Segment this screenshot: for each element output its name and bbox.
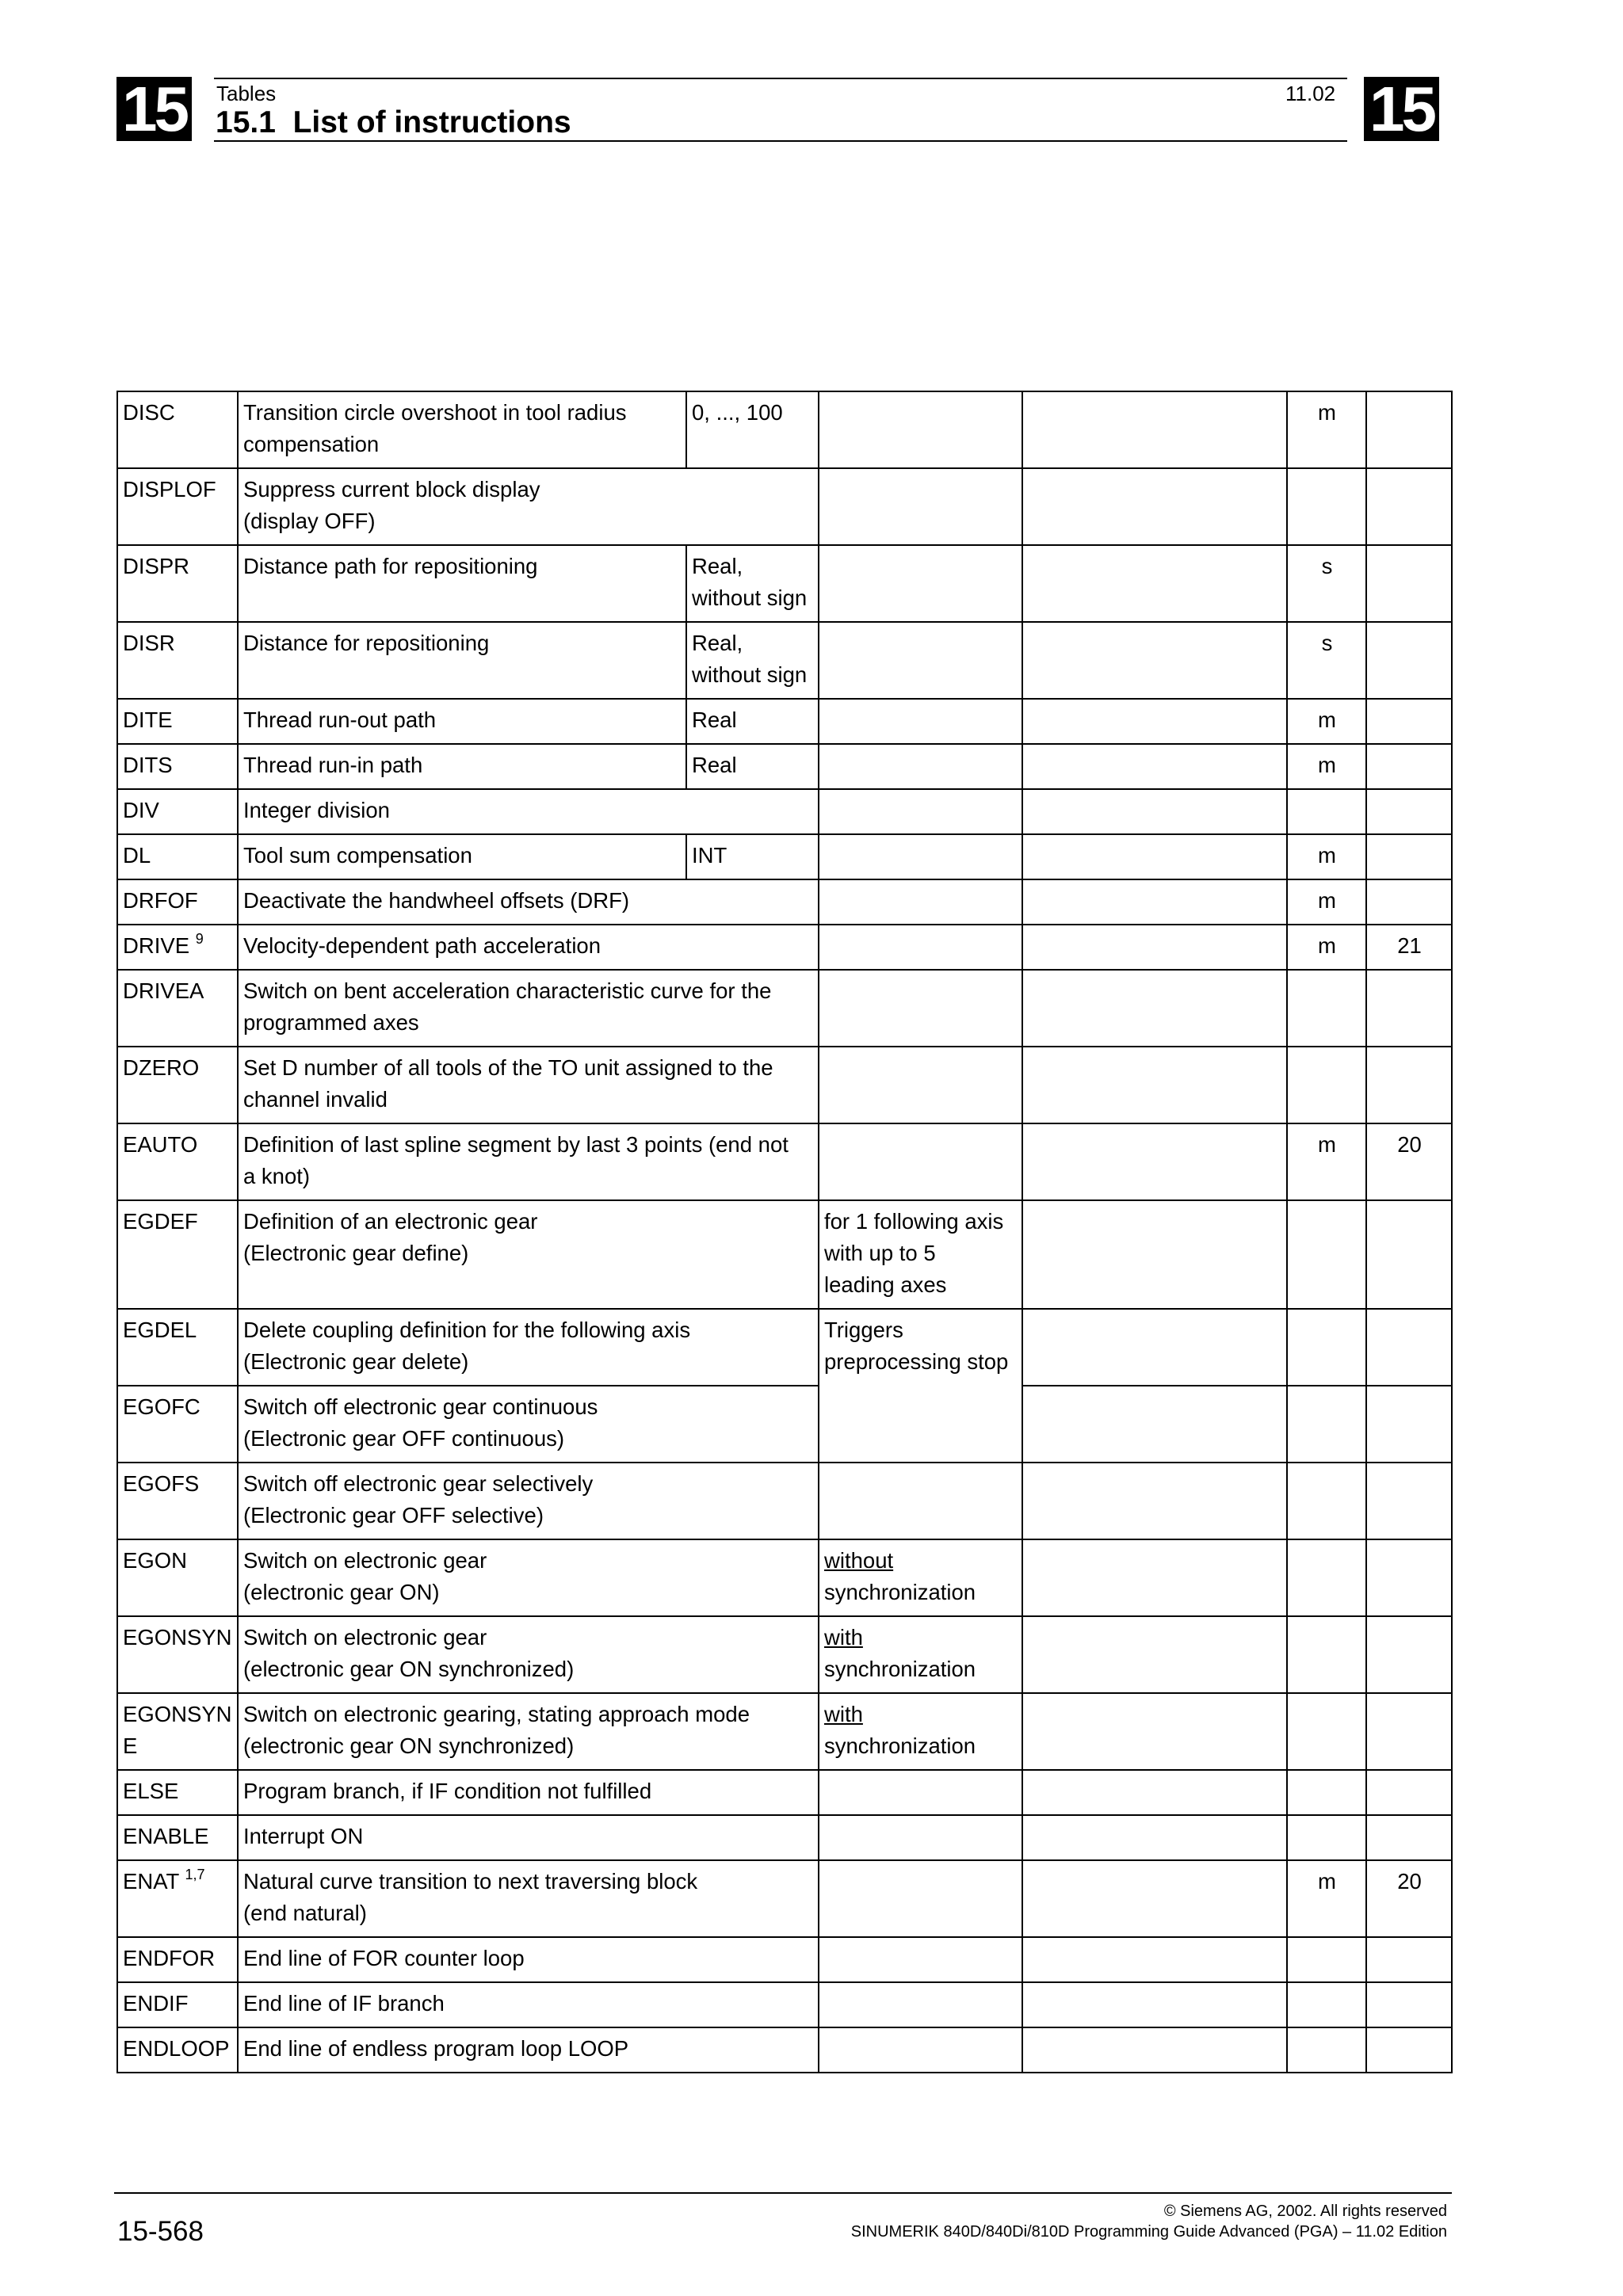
note-cell <box>819 468 1022 545</box>
description-cell <box>238 789 819 834</box>
blank-cell <box>1022 1047 1287 1123</box>
table-row <box>117 1937 1452 1982</box>
table-row <box>117 1815 1452 1860</box>
value-range-cell <box>686 391 819 468</box>
instruction-cell <box>117 1047 238 1123</box>
chapter-number-box-left: 15 <box>116 77 192 141</box>
note-cell <box>819 1123 1022 1200</box>
note-cell <box>819 1539 1022 1616</box>
header-rule-bottom <box>214 140 1347 142</box>
description-line: Thread run-out path <box>243 707 437 732</box>
instruction-cell <box>117 925 238 970</box>
instruction-code: EGOFS <box>123 1471 200 1496</box>
description-line: (display OFF) <box>243 509 376 533</box>
description-line: Delete coupling definition for the following axis <box>243 1318 691 1342</box>
blank-cell <box>1022 545 1287 622</box>
note-cell <box>819 1982 1022 2027</box>
modal-cell <box>1287 1539 1366 1616</box>
blank-cell <box>1022 744 1287 789</box>
description-line: (Electronic gear OFF selective) <box>243 1503 544 1527</box>
description-cell <box>238 879 819 925</box>
blank-cell <box>1022 699 1287 744</box>
table-row <box>117 1123 1452 1200</box>
note-line: leading axes <box>824 1272 947 1297</box>
table-row <box>117 1982 1452 2027</box>
blank-cell <box>1022 1815 1287 1860</box>
blank-cell <box>1022 1463 1287 1539</box>
blank-cell <box>1022 468 1287 545</box>
note-line: Triggers <box>824 1318 903 1342</box>
group-cell <box>1366 2027 1452 2073</box>
instruction-code: DL <box>123 843 151 868</box>
instruction-cell <box>117 744 238 789</box>
table-row <box>117 468 1452 545</box>
description-cell <box>238 834 686 879</box>
group-cell <box>1366 1123 1452 1200</box>
note-line: with <box>824 1702 863 1726</box>
group-cell <box>1366 1047 1452 1123</box>
group-cell <box>1366 1616 1452 1693</box>
blank-cell <box>1022 1386 1287 1463</box>
instruction-cell <box>117 2027 238 2073</box>
group-cell <box>1366 970 1452 1047</box>
value-range: without sign <box>692 585 808 610</box>
description-line: Switch on electronic gear <box>243 1625 487 1650</box>
description-cell <box>238 1200 819 1309</box>
blank-cell <box>1022 1309 1287 1386</box>
table-row <box>117 1200 1452 1309</box>
modal-cell <box>1287 925 1366 970</box>
instruction-code: EAUTO <box>123 1132 198 1157</box>
group-cell <box>1366 391 1452 468</box>
note-cell <box>819 2027 1022 2073</box>
value-range-cell <box>686 622 819 699</box>
description-line: Program branch, if IF condition not fulfilled <box>243 1779 652 1803</box>
footnote-marker: 1,7 <box>185 1867 205 1882</box>
group-cell <box>1366 1200 1452 1309</box>
note-cell <box>819 1815 1022 1860</box>
group-cell <box>1366 1815 1452 1860</box>
table-row <box>117 1693 1452 1770</box>
table-row <box>117 1463 1452 1539</box>
instruction-code: EGON <box>123 1548 187 1573</box>
description-cell <box>238 970 819 1047</box>
note-cell <box>819 622 1022 699</box>
description-cell <box>238 1860 819 1937</box>
description-line: Switch off electronic gear selectively <box>243 1471 594 1496</box>
table-row <box>117 391 1452 468</box>
modal-cell <box>1287 1200 1366 1309</box>
value-range-cell <box>686 744 819 789</box>
description-line: Tool sum compensation <box>243 843 472 868</box>
group-number: 21 <box>1397 933 1422 958</box>
note-cell <box>819 699 1022 744</box>
description-cell <box>238 622 686 699</box>
modal-flag: s <box>1321 554 1333 578</box>
table-row <box>117 1860 1452 1937</box>
blank-cell <box>1022 970 1287 1047</box>
group-cell <box>1366 1982 1452 2027</box>
note-cell <box>819 1463 1022 1539</box>
description-line: Natural curve transition to next traversing block <box>243 1869 698 1894</box>
description-line: Distance for repositioning <box>243 631 490 655</box>
instruction-code: DRIVEA <box>123 978 204 1003</box>
modal-flag: m <box>1318 888 1336 913</box>
group-cell <box>1366 925 1452 970</box>
instruction-cell <box>117 834 238 879</box>
description-line: End line of IF branch <box>243 1991 445 2016</box>
description-cell <box>238 1693 819 1770</box>
blank-cell <box>1022 1693 1287 1770</box>
modal-cell <box>1287 622 1366 699</box>
instruction-code: ENDLOOP <box>123 2036 230 2061</box>
description-cell <box>238 1386 819 1463</box>
note-line: preprocessing stop <box>824 1349 1009 1374</box>
value-range-cell <box>686 545 819 622</box>
note-cell <box>819 1309 1022 1463</box>
modal-cell <box>1287 1047 1366 1123</box>
description-cell <box>238 699 686 744</box>
note-cell <box>819 1047 1022 1123</box>
blank-cell <box>1022 391 1287 468</box>
modal-cell <box>1287 1386 1366 1463</box>
description-cell <box>238 1815 819 1860</box>
instruction-code: DISPR <box>123 554 190 578</box>
table-row <box>117 834 1452 879</box>
modal-cell <box>1287 699 1366 744</box>
description-line: Integer division <box>243 798 390 822</box>
section-label: Tables <box>216 82 277 105</box>
modal-cell <box>1287 879 1366 925</box>
instruction-cell <box>117 970 238 1047</box>
description-cell <box>238 1982 819 2027</box>
modal-cell <box>1287 468 1366 545</box>
group-cell <box>1366 622 1452 699</box>
instruction-code: ELSE <box>123 1779 179 1803</box>
instruction-cell <box>117 1616 238 1693</box>
description-line: Thread run-in path <box>243 753 423 777</box>
description-cell <box>238 1937 819 1982</box>
note-cell <box>819 1937 1022 1982</box>
blank-cell <box>1022 1123 1287 1200</box>
edition-date: 11.02 <box>1285 82 1336 105</box>
description-line: End line of endless program loop LOOP <box>243 2036 629 2061</box>
description-cell <box>238 925 819 970</box>
description-cell <box>238 744 686 789</box>
blank-cell <box>1022 622 1287 699</box>
description-cell <box>238 545 686 622</box>
note-line: with <box>824 1625 863 1650</box>
modal-flag: m <box>1318 400 1336 425</box>
description-line: Definition of an electronic gear <box>243 1209 538 1234</box>
blank-cell <box>1022 2027 1287 2073</box>
group-cell <box>1366 468 1452 545</box>
modal-cell <box>1287 1463 1366 1539</box>
group-cell <box>1366 1770 1452 1815</box>
modal-cell <box>1287 744 1366 789</box>
blank-cell <box>1022 879 1287 925</box>
table-row <box>117 622 1452 699</box>
instruction-cell <box>117 1937 238 1982</box>
value-range: INT <box>692 843 727 868</box>
group-cell <box>1366 1860 1452 1937</box>
modal-cell <box>1287 2027 1366 2073</box>
value-range: Real, <box>692 631 743 655</box>
description-cell <box>238 1770 819 1815</box>
note-cell <box>819 1860 1022 1937</box>
modal-cell <box>1287 1770 1366 1815</box>
modal-cell <box>1287 1123 1366 1200</box>
description-line: Definition of last spline segment by last 3 points (end not <box>243 1132 789 1157</box>
description-line: Distance path for repositioning <box>243 554 538 578</box>
group-cell <box>1366 1937 1452 1982</box>
instruction-code: DZERO <box>123 1055 200 1080</box>
header-rule-top <box>214 78 1347 79</box>
instruction-table <box>116 391 1453 2073</box>
instruction-code: ENDIF <box>123 1991 189 2016</box>
instruction-cell <box>117 622 238 699</box>
instruction-code: DISR <box>123 631 175 655</box>
instruction-code: DISC <box>123 400 175 425</box>
description-line: programmed axes <box>243 1010 419 1035</box>
blank-cell <box>1022 1616 1287 1693</box>
note-line: without <box>824 1548 894 1573</box>
instruction-cell <box>117 391 238 468</box>
note-line: for 1 following axis <box>824 1209 1004 1234</box>
instruction-cell <box>117 1815 238 1860</box>
modal-cell <box>1287 545 1366 622</box>
instruction-cell <box>117 1860 238 1937</box>
instruction-code: ENABLE <box>123 1824 209 1848</box>
blank-cell <box>1022 834 1287 879</box>
group-cell <box>1366 1463 1452 1539</box>
instruction-code: EGDEF <box>123 1209 198 1234</box>
note-line: synchronization <box>824 1733 976 1758</box>
description-cell <box>238 1463 819 1539</box>
group-cell <box>1366 879 1452 925</box>
description-cell <box>238 391 686 468</box>
modal-cell <box>1287 1937 1366 1982</box>
table-row <box>117 699 1452 744</box>
description-line: (Electronic gear define) <box>243 1241 469 1265</box>
value-range-cell <box>686 699 819 744</box>
group-number: 20 <box>1397 1869 1422 1894</box>
description-line: Interrupt ON <box>243 1824 364 1848</box>
footer-rule <box>114 2192 1452 2194</box>
table-row <box>117 1539 1452 1616</box>
instruction-code: EGOFC <box>123 1394 200 1419</box>
instruction-cell <box>117 1539 238 1616</box>
instruction-cell <box>117 1982 238 2027</box>
note-cell <box>819 789 1022 834</box>
instruction-cell <box>117 1463 238 1539</box>
note-cell <box>819 1616 1022 1693</box>
instruction-code: EGDEL <box>123 1318 197 1342</box>
description-line: Switch off electronic gear continuous <box>243 1394 598 1419</box>
instruction-code: EGONSYNE <box>123 1702 232 1758</box>
modal-cell <box>1287 1309 1366 1386</box>
blank-cell <box>1022 1860 1287 1937</box>
group-cell <box>1366 1309 1452 1386</box>
footnote-marker: 9 <box>195 931 204 947</box>
instruction-cell <box>117 879 238 925</box>
modal-flag: m <box>1318 707 1336 732</box>
instruction-cell <box>117 1770 238 1815</box>
instruction-cell <box>117 468 238 545</box>
blank-cell <box>1022 1982 1287 2027</box>
instruction-code: DISPLOF <box>123 477 216 502</box>
group-cell <box>1366 834 1452 879</box>
note-line: synchronization <box>824 1657 976 1681</box>
blank-cell <box>1022 1770 1287 1815</box>
description-line: Velocity-dependent path acceleration <box>243 933 601 958</box>
description-line: Set D number of all tools of the TO unit assigned to the <box>243 1055 773 1080</box>
description-line: Deactivate the handwheel offsets (DRF) <box>243 888 630 913</box>
modal-cell <box>1287 1982 1366 2027</box>
description-line: (electronic gear ON synchronized) <box>243 1733 575 1758</box>
instruction-code: DITE <box>123 707 173 732</box>
group-cell <box>1366 699 1452 744</box>
blank-cell <box>1022 1200 1287 1309</box>
note-cell <box>819 1693 1022 1770</box>
description-cell <box>238 1123 819 1200</box>
modal-flag: m <box>1318 933 1336 958</box>
description-line: (electronic gear ON synchronized) <box>243 1657 575 1681</box>
modal-cell <box>1287 391 1366 468</box>
table-row <box>117 970 1452 1047</box>
blank-cell <box>1022 1937 1287 1982</box>
table-row <box>117 744 1452 789</box>
group-cell <box>1366 1386 1452 1463</box>
description-line: (electronic gear ON) <box>243 1580 440 1604</box>
table-row <box>117 925 1452 970</box>
modal-cell <box>1287 834 1366 879</box>
description-line: channel invalid <box>243 1087 388 1112</box>
modal-flag: m <box>1318 843 1336 868</box>
note-cell <box>819 1770 1022 1815</box>
modal-cell <box>1287 1693 1366 1770</box>
document-title: SINUMERIK 840D/840Di/810D Programming Guide Advanced (PGA) – 11.02 Edition <box>850 2223 1447 2241</box>
table-row <box>117 1047 1452 1123</box>
group-cell <box>1366 1693 1452 1770</box>
value-range-cell <box>686 834 819 879</box>
modal-flag: m <box>1318 1869 1336 1894</box>
instruction-code: ENDFOR <box>123 1946 216 1970</box>
instruction-cell <box>117 1309 238 1386</box>
chapter-number-box-right: 15 <box>1364 77 1439 141</box>
instruction-code: DRFOF <box>123 888 198 913</box>
note-cell <box>819 925 1022 970</box>
instruction-cell <box>117 789 238 834</box>
value-range: without sign <box>692 662 808 687</box>
note-cell <box>819 391 1022 468</box>
group-number: 20 <box>1397 1132 1422 1157</box>
description-line: a knot) <box>243 1164 311 1188</box>
instruction-cell <box>117 1123 238 1200</box>
description-line: Switch on bent acceleration characteristic curve for the <box>243 978 772 1003</box>
instruction-cell <box>117 1386 238 1463</box>
group-cell <box>1366 1539 1452 1616</box>
modal-cell <box>1287 1860 1366 1937</box>
copyright-notice: © Siemens AG, 2002. All rights reserved <box>1163 2203 1447 2220</box>
description-line: (end natural) <box>243 1901 367 1925</box>
description-line: Switch on electronic gearing, stating approach mode <box>243 1702 750 1726</box>
instruction-cell <box>117 545 238 622</box>
note-cell <box>819 834 1022 879</box>
modal-cell <box>1287 970 1366 1047</box>
instruction-cell <box>117 1200 238 1309</box>
description-cell <box>238 2027 819 2073</box>
note-cell <box>819 744 1022 789</box>
value-range: Real <box>692 707 737 732</box>
note-cell <box>819 879 1022 925</box>
table-row <box>117 1616 1452 1693</box>
blank-cell <box>1022 1539 1287 1616</box>
description-cell <box>238 1539 819 1616</box>
description-cell <box>238 1616 819 1693</box>
modal-flag: m <box>1318 1132 1336 1157</box>
table-row <box>117 1386 1452 1463</box>
group-cell <box>1366 744 1452 789</box>
group-cell <box>1366 545 1452 622</box>
description-line: End line of FOR counter loop <box>243 1946 525 1970</box>
description-cell <box>238 1047 819 1123</box>
instruction-code: EGONSYN <box>123 1625 232 1650</box>
table-row <box>117 545 1452 622</box>
value-range: Real <box>692 753 737 777</box>
table-row <box>117 2027 1452 2073</box>
group-cell <box>1366 789 1452 834</box>
description-line: (Electronic gear delete) <box>243 1349 469 1374</box>
instruction-code: DRIVE <box>123 933 190 958</box>
modal-cell <box>1287 1815 1366 1860</box>
modal-flag: s <box>1321 631 1333 655</box>
description-line: Transition circle overshoot in tool radius <box>243 400 627 425</box>
description-line: Suppress current block display <box>243 477 540 502</box>
note-line: with up to 5 <box>824 1241 936 1265</box>
instruction-cell <box>117 1693 238 1770</box>
blank-cell <box>1022 789 1287 834</box>
table-row <box>117 879 1452 925</box>
table-row <box>117 789 1452 834</box>
table-row <box>117 1770 1452 1815</box>
value-range: 0, ..., 100 <box>692 400 783 425</box>
description-line: Switch on electronic gear <box>243 1548 487 1573</box>
description-cell <box>238 1309 819 1386</box>
modal-cell <box>1287 789 1366 834</box>
description-line: (Electronic gear OFF continuous) <box>243 1426 565 1451</box>
instruction-code: ENAT <box>123 1869 179 1894</box>
modal-cell <box>1287 1616 1366 1693</box>
instruction-code: DITS <box>123 753 173 777</box>
description-line: compensation <box>243 432 380 456</box>
section-title: 15.1 List of instructions <box>216 105 571 139</box>
note-line: synchronization <box>824 1580 976 1604</box>
description-cell <box>238 468 819 545</box>
table-row <box>117 1309 1452 1386</box>
page-number: 15-568 <box>117 2216 204 2247</box>
note-cell <box>819 1200 1022 1309</box>
instruction-code: DIV <box>123 798 159 822</box>
note-cell <box>819 545 1022 622</box>
value-range: Real, <box>692 554 743 578</box>
note-cell <box>819 970 1022 1047</box>
modal-flag: m <box>1318 753 1336 777</box>
instruction-cell <box>117 699 238 744</box>
blank-cell <box>1022 925 1287 970</box>
